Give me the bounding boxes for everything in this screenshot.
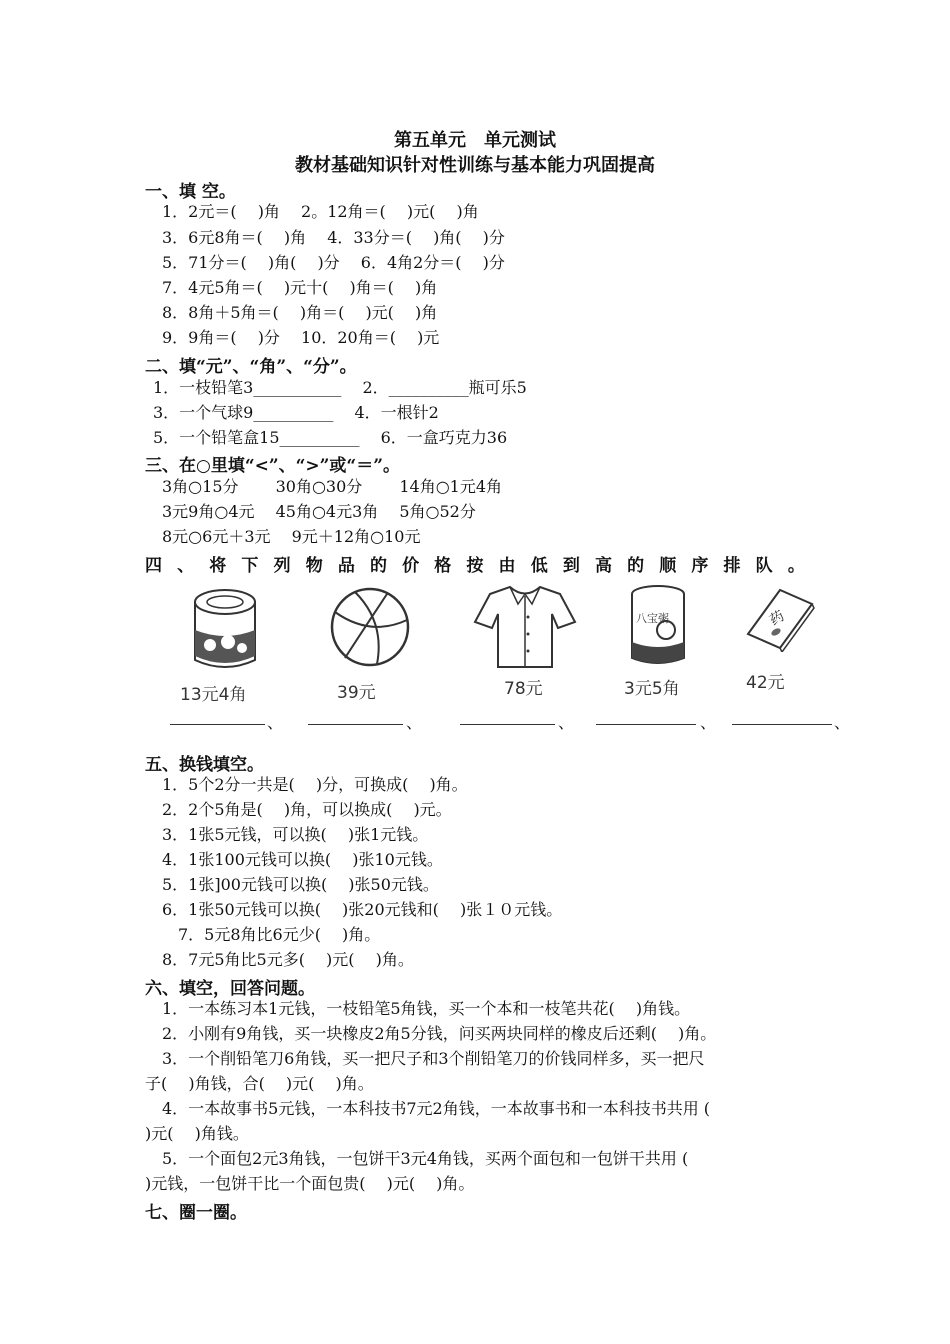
s5-line: 8．7元5角比5元多( )元( )角。 bbox=[162, 950, 414, 969]
answer-blank[interactable] bbox=[170, 724, 265, 725]
s3-line: 8元○6元＋3元 9元＋12角○10元 bbox=[162, 527, 421, 546]
can-label: 八宝粥 bbox=[636, 612, 669, 625]
s5-line: 2．2个5角是( )角，可以换成( )元。 bbox=[162, 800, 452, 819]
babao-can-icon bbox=[618, 582, 698, 670]
section-2-title: 二、填“元”、“角”、“分”。 bbox=[145, 357, 357, 377]
s6-line: 3．一个削铅笔刀6角钱，买一把尺子和3个削铅笔刀的价钱同样多，买一把尺 bbox=[162, 1049, 705, 1068]
s4-char: 到 bbox=[562, 556, 580, 576]
s6-line: 2．小刚有9角钱，买一块橡皮2角5分钱，问买两块同样的橡皮后还剩( )角。 bbox=[162, 1024, 717, 1043]
s6-line: )元钱，一包饼干比一个面包贵( )元( )角。 bbox=[145, 1174, 475, 1193]
shirt-item bbox=[470, 582, 580, 702]
s5-line: 1．5个2分一共是( )分，可换成( )角。 bbox=[162, 775, 468, 794]
items-figure bbox=[170, 582, 850, 742]
s1-line: 5．71分＝( )角( )分 6．4角2分＝( )分 bbox=[162, 253, 505, 272]
ball-item bbox=[325, 582, 435, 702]
medicine-box-icon bbox=[740, 582, 820, 652]
section-4-title bbox=[145, 551, 805, 576]
can-icon bbox=[180, 582, 280, 677]
s1-line: 9．9角＝( )分 10．20角＝( )元 bbox=[162, 328, 440, 347]
s4-char: 格 bbox=[434, 556, 452, 576]
s1-line: 1．2元＝( )角 2。12角＝( )元( )角 bbox=[162, 202, 479, 221]
price-label: 78元 bbox=[504, 679, 543, 699]
s4-char: 顺 bbox=[659, 556, 677, 576]
separator: 、 bbox=[558, 713, 575, 732]
s3-line: 3元9角○4元 45角○4元3角 5角○52分 bbox=[162, 502, 476, 521]
separator: 、 bbox=[406, 713, 423, 732]
s4-char: 列 bbox=[273, 556, 291, 576]
babao-can-item bbox=[618, 582, 728, 702]
answer-blank[interactable] bbox=[308, 724, 403, 725]
price-label: 39元 bbox=[337, 683, 376, 703]
separator: 、 bbox=[267, 713, 284, 732]
s4-char: 品 bbox=[337, 556, 355, 576]
s4-char: 下 bbox=[241, 556, 259, 576]
s2-line: 5．一个铅笔盒15__________ 6．一盒巧克力36 bbox=[153, 428, 508, 447]
s1-line: 7．4元5角＝( )元十( )角＝( )角 bbox=[162, 278, 438, 297]
section-7-title: 七、圈一圈。 bbox=[145, 1203, 247, 1223]
s6-line: 子( )角钱，合( )元( )角。 bbox=[145, 1074, 374, 1093]
s2-line: 3．一个气球9__________ 4．一根针2 bbox=[153, 403, 439, 422]
section-6-title: 六、填空，回答问题。 bbox=[145, 979, 315, 999]
s4-char: 的 bbox=[627, 556, 645, 576]
answer-blank[interactable] bbox=[732, 724, 832, 725]
unit-subtitle: 教材基础知识针对性训练与基本能力巩固提高 bbox=[295, 155, 655, 176]
s5-line: 5．1张]00元钱可以换( )张50元钱。 bbox=[162, 875, 439, 894]
s4-char: 由 bbox=[498, 556, 516, 576]
s1-line: 8．8角＋5角＝( )角＝( )元( )角 bbox=[162, 303, 438, 322]
s5-line: 6．1张50元钱可以换( )张20元钱和( )张１０元钱。 bbox=[162, 900, 563, 919]
s4-char: 低 bbox=[530, 556, 548, 576]
s6-line: 4．一本故事书5元钱，一本科技书7元2角钱，一本故事书和一本科技书共用 ( bbox=[162, 1099, 711, 1118]
s4-char: 四 bbox=[145, 556, 162, 576]
section-1-title: 一、填 空。 bbox=[145, 182, 236, 202]
section-5-title: 五、换钱填空。 bbox=[145, 755, 264, 775]
s4-char: 的 bbox=[369, 556, 387, 576]
s4-char: 排 bbox=[723, 556, 741, 576]
s6-line: 5．一个面包2元3角钱，一包饼干3元4角钱，买两个面包和一包饼干共用 ( bbox=[162, 1149, 689, 1168]
answer-blank[interactable] bbox=[596, 724, 696, 725]
price-label: 42元 bbox=[746, 673, 785, 693]
s5-line: 4．1张100元钱可以换( )张10元钱。 bbox=[162, 850, 443, 869]
s6-line: )元( )角钱。 bbox=[145, 1124, 249, 1143]
s5-line: 3．1张5元钱，可以换( )张1元钱。 bbox=[162, 825, 429, 844]
s1-line: 3．6元8角＝( )角 4．33分＝( )角( )分 bbox=[162, 228, 505, 247]
s4-char: 将 bbox=[209, 556, 227, 576]
s4-char: 按 bbox=[466, 556, 484, 576]
s4-char: 。 bbox=[787, 556, 805, 576]
s3-line: 3角○15分 30角○30分 14角○1元4角 bbox=[162, 477, 503, 496]
separator: 、 bbox=[834, 713, 851, 732]
s4-char: 序 bbox=[691, 556, 709, 576]
section-3-title: 三、在○里填“<”、“>”或“＝”。 bbox=[145, 456, 400, 476]
s5-line: 7．5元8角比6元少( )角。 bbox=[178, 925, 381, 944]
s4-char: 队 bbox=[755, 556, 773, 576]
box-label: 药 bbox=[767, 608, 788, 629]
s4-char: 、 bbox=[177, 556, 195, 576]
s2-line: 1．一枝铅笔3___________ 2．__________瓶可乐5 bbox=[153, 378, 527, 397]
answer-blank[interactable] bbox=[460, 724, 555, 725]
s4-char: 高 bbox=[594, 556, 612, 576]
medicine-box-item bbox=[740, 582, 850, 702]
s4-char: 物 bbox=[305, 556, 323, 576]
basketball-icon bbox=[325, 582, 415, 672]
can-item bbox=[180, 582, 290, 705]
price-label: 3元5角 bbox=[624, 679, 680, 699]
s6-line: 1．一本练习本1元钱，一枝铅笔5角钱，买一个本和一枝笔共花( )角钱。 bbox=[162, 999, 691, 1018]
separator: 、 bbox=[700, 713, 717, 732]
price-label: 13元4角 bbox=[180, 685, 247, 705]
shirt-icon bbox=[470, 582, 580, 672]
s4-char: 价 bbox=[402, 556, 420, 576]
unit-title: 第五单元 单元测试 bbox=[394, 130, 556, 151]
